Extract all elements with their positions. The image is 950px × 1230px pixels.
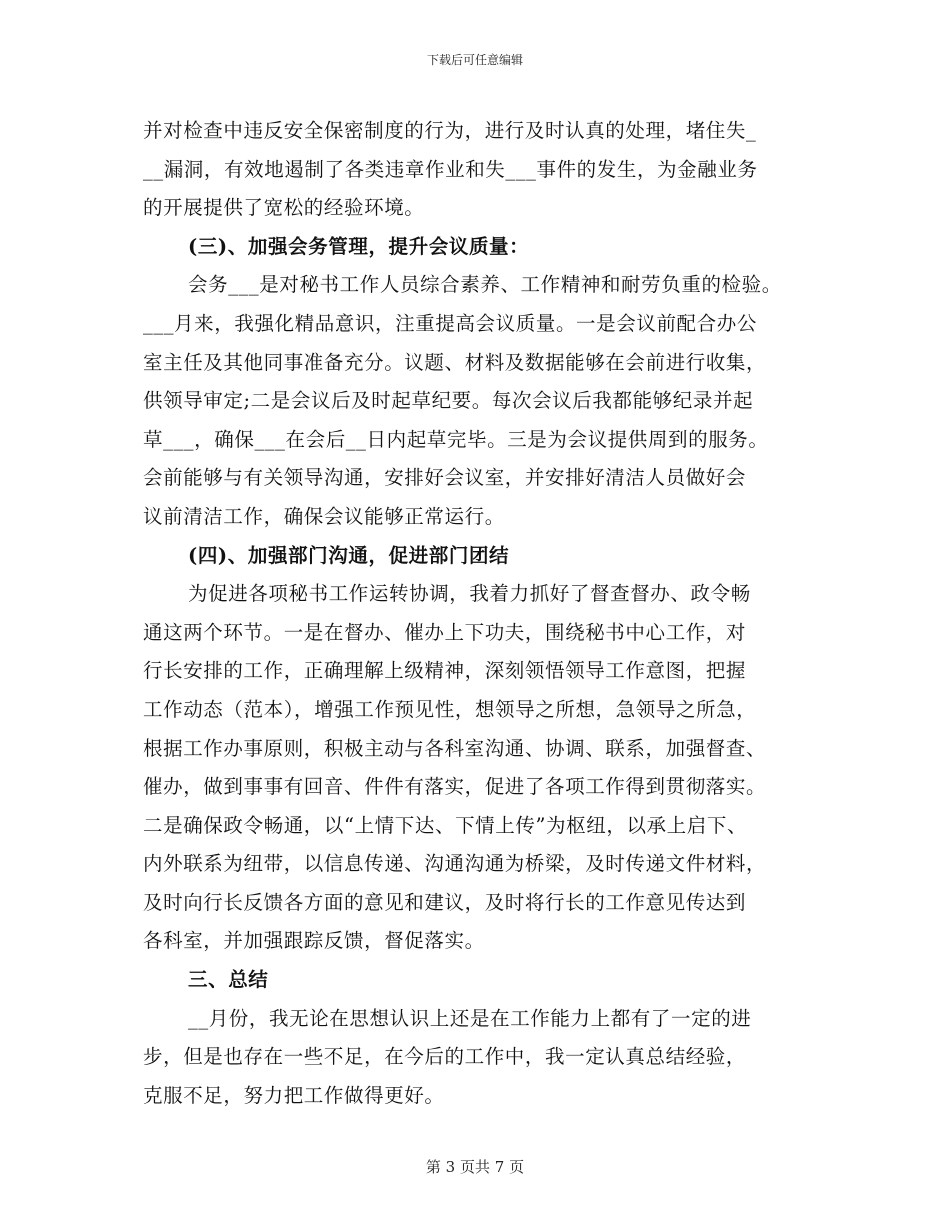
paragraph-line: 会务___是对秘书工作人员综合素养、工作精神和耐劳负重的检验。 xyxy=(188,273,782,297)
paragraph-line: 二是确保政令畅通，以“上情下达、下情上传”为枢纽，以承上启下、 xyxy=(143,813,748,837)
paragraph-line: 内外联系为纽带，以信息传递、沟通沟通为桥梁，及时传递文件材料， xyxy=(143,852,767,876)
section-heading: (四)、加强部门沟通，促进部门团结 xyxy=(188,543,510,567)
section-heading: (三)、加强会务管理，提升会议质量： xyxy=(188,234,530,258)
paragraph-line: 及时向行长反馈各方面的意见和建议，及时将行长的工作意见传达到 xyxy=(143,890,747,914)
paragraph-line: 根据工作办事原则，积极主动与各科室沟通、协调、联系，加强督查、 xyxy=(143,736,767,760)
document-body xyxy=(143,112,823,1115)
paragraph-line: 为促进各项秘书工作运转协调，我着力抓好了督查督办、政令畅 xyxy=(188,582,751,606)
paragraph-line: 克服不足，努力把工作做得更好。 xyxy=(143,1083,445,1107)
paragraph-line: ___月来，我强化精品意识，注重提高会议质量。一是会议前配合办公 xyxy=(143,311,757,335)
paragraph-line: 供领导审定;二是会议后及时起草纪要。每次会议后我都能够纪录并起 xyxy=(143,389,754,413)
paragraph-line: 工作动态（范本），增强工作预见性，想领导之所想，急领导之所急， xyxy=(143,697,757,721)
paragraph-line: 并对检查中违反安全保密制度的行为，进行及时认真的处理，堵住失_ xyxy=(143,119,757,142)
paragraph-line: 议前清洁工作，确保会议能够正常运行。 xyxy=(143,504,505,528)
paragraph-line: __漏洞，有效地遏制了各类违章作业和失___事件的发生，为金融业务 xyxy=(143,157,758,181)
paragraph-line: 催办，做到事事有回音、件件有落实，促进了各项工作得到贯彻落实。 xyxy=(143,775,767,799)
section-heading: 三、总结 xyxy=(188,968,269,992)
paragraph-line: 通这两个环节。一是在督办、催办上下功夫，围绕秘书中心工作，对 xyxy=(143,620,747,644)
paragraph-line: 的开展提供了宽松的经验环境。 xyxy=(143,196,425,220)
paragraph-line: 室主任及其他同事准备充分。议题、材料及数据能够在会前进行收集， xyxy=(143,350,767,374)
paragraph-line: 行长安排的工作，正确理解上级精神，深刻领悟领导工作意图，把握 xyxy=(143,659,747,683)
paragraph-line: __月份，我无论在思想认识上还是在工作能力上都有了一定的进 xyxy=(188,1006,752,1030)
paragraph-line: 各科室，并加强跟踪反馈，督促落实。 xyxy=(143,929,485,953)
page-number: 第 3 页共 7 页 xyxy=(425,1158,525,1176)
paragraph-line: 会前能够与有关领导沟通，安排好会议室，并安排好清洁人员做好会 xyxy=(143,466,747,490)
paragraph-line: 步，但是也存在一些不足，在今后的工作中，我一定认真总结经验， xyxy=(143,1045,747,1069)
page-header: 下载后可任意编辑 xyxy=(426,53,523,67)
paragraph-line: 草___，确保___在会后__日内起草完毕。三是为会议提供周到的服务。 xyxy=(143,427,769,451)
